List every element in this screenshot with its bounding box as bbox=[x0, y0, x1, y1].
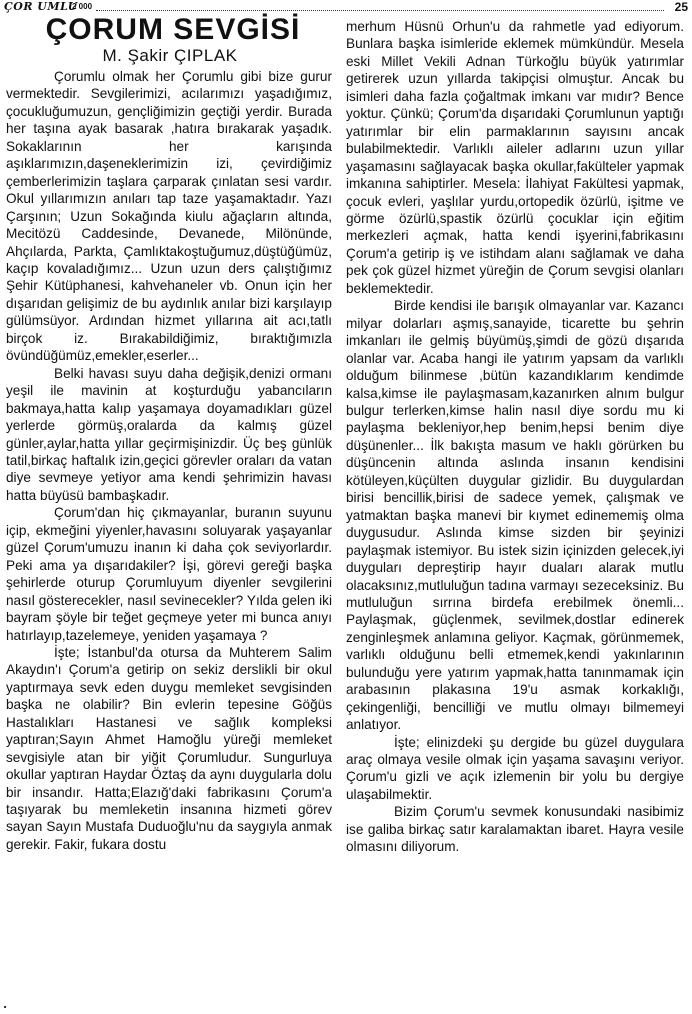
paragraph: merhum Hüsnü Orhun'u da rahmetle yad ediyorum. Bunlara başka isimleride eklemek mümkündür. Mesela eski Millet Vekili Adnan Türkoğlu büyük yatırımlar getirerek uzun yıllarda takipçisi olmuştur. Ancak bu isimleri daha fazla çoğaltmak imkanı var mıdır? Bence yoktur. Çünkü; Çorum'da dışarıdaki Çorumlunun yaptığı yatırımlar bir elin parmaklarının sayısını ancak bulabilmektedir. Varlıklı aileler adlarını uzun yıllar yaşamasını sağlayacak başka okullar,fakülteler yapmak imkanına sahiptirler. Mesela: İlahiyat Fakültesi yapmak, çocuk evleri, yaşlılar yurdu,ortopedik özürlü, işitme ve görme özürlü,spastik özürlü çocuklar için eğitim merkezleri açmak, hatta kendi işyerini,fabrikasını Çorum'a getirip iş ve istihdam alanı sağlamak ve daha pek çok güzel hizmet yüreğin de Çorum sevgisi olanları beklemektedir. bbox=[346, 19, 684, 296]
paragraph: Çorumlu olmak her Çorumlu gibi bize gurur vermektedir. Sevgilerimizi, acılarımızı yaşadığımız, çocukluğumuzun, gençliğimizin geçtiği yerdir. Burada her taşına ayak basarak ,hatıra bırakarak yaşadık. Sokaklarının her karışında aşıklarımızın,daşeneklerimizin izi, çevirdiğimiz çemberlerimizin taşlara çarparak çınlatan sesi vardır. Okul yıllarımızın anıları tap taze yaşamaktadır. Yazı Çarşının; Uzun Sokağında kiulu ağaçların altında, Mecitözü Caddesinde, Devanede, Milönünde, Ahçılarda, Parkta, Çamlıktakoştuğumuz,düştüğümüz, kaçıp kovaladığımız... Uzun uzun ders çalıştığımız Şehir Kütüphanesi, kahvehaneler vb. Onun için her dışarıdan gelişimiz de bu aydınlık anılar bizi karşılayıp gülümsüyor. Ardından hizmet yıllarına ait acı,tatlı birçok iz. Bırakabildiğimiz, bıraktığımızla övündüğümüz,emekler,eserler... bbox=[6, 69, 332, 364]
page-number: 25 bbox=[674, 0, 688, 14]
paragraph: İşte; elinizdeki şu dergide bu güzel duygulara araç olmaya vesile olmak için yaşama savaşını veriyor. Çorum'u gizli ve açık izlemenin bir yolu bu dergiye ulaşabilmektir. bbox=[346, 734, 684, 802]
article-column-left bbox=[6, 68, 332, 853]
paragraph: Belki havası suyu daha değişik,denizi ormanı yeşil ile mavinin at koşturduğu yabancıların bakmaya,hatta kalıp yaşamaya doyamadıkları güzel yerlerde görmüş,oralarda da kalmış güzel günler,aylar,hatta yıllar geçirmişinizdir. Üç beş günlük tatil,birkaç haftalık izin,geçici görevler oraları da vatan diye sevmeye yetiyor ama kendi şehrimizin havası hatta büyüsü bambaşkadır. bbox=[6, 365, 332, 503]
paragraph: Birde kendisi ile barışık olmayanlar var. Kazancı milyar dolarları aşmış,sanayide, ticarette bu şehrin imkanları ile gelmiş büyümüş,şimdi de gözü dışarıda olanlar var. Acaba hangi ile yatırım yapsam da varlıklı olduğum bilinmese ,bütün kazandıklarım kendimde kalsa,kimse ile paylaşmasam,kazanırken alnım bulgur bulgur terlerken,kimse halin nasıl diye sordu mu ki paylaşma bekleniyor,hep benim,hepsi benim diye düşünenler... İlk bakışta masum ve haklı görürken bu düşüncenin altında aslında insanın kendisini kötüleyen,küçülten duygular gizlidir. Bu duygulardan birisi bencillik,birisi de sadece yemek, çalışmak ve yatmaktan başka manevi bir kıymet edinememiş olma duygusudur. Aslında kimse sizden bir şeyinizi paylaşmak istemiyor. Bu istek sizin içinizden gelecek,iyi duyguları depreştirip hayır duaları alarak mutlu olacaksınız,mutluluğun tadına varmayı sezeceksiniz. Bu mutluluğun sırrına birdefa erebilmek önemli... Paylaşmak, güçlenmek, sevilmek,dostlar edinerek zenginleşmek anlamına geliyor. Kaçmak, görünmemek, varlıklı olduğunu belli etmemek,kendi yakınlarının bulunduğu yere yatırım yapmak,hatta tanınmamak için arabasının plakasına 19'u asmak korkaklığı, çekingenliği, bencilliği ve mutlu olmayı bilmemeyi anlatıyor. bbox=[346, 298, 684, 733]
magazine-name: ÇOR UMLU bbox=[4, 0, 78, 13]
header-dotted-rule bbox=[96, 10, 664, 11]
article-column-right bbox=[346, 18, 684, 856]
page-mark bbox=[4, 1006, 6, 1008]
article-author: M. Şakir ÇIPLAK bbox=[102, 46, 238, 65]
paragraph: Çorum'dan hiç çıkmayanlar, buranın suyunu içip, ekmeğini yiyenler,havasını soluyarak yaşayanlar güzel Çorum'umuzu inanın ki daha çok seviyorlardır. Peki ama ya dışarıdakiler? İşi, görevi gereği başka şehirlerde oturup Çorumluyum diyenler sevgilerini nasıl gösterecekler, nasıl sevinecekler? Yılda gelen iki bayram şöyle bir teğet geçmeye yeter mi bunca anıyı hatırlayıp,tazelemeye, yeniden yaşamaya ? bbox=[6, 505, 332, 643]
issue-year: 2 000 bbox=[72, 2, 93, 11]
paragraph: İşte; İstanbul'da otursa da Muhterem Salim Akaydın'ı Çorum'a getirip on sekiz derslikli bir okul yaptırmaya sevk eden duygu memleket sevgisinden başka ne olabilir? Bin evlerin tepesine Göğüs Hastalıkları Hastanesi ve sağlık kompleksi yaptıran;Sayın Ahmet Hamoğlu yüreği memleket sevgisiyle atan bir yiğit Çorumludur. Sungurluya okullar yaptıran Haydar Öztaş da aynı duygularla dolu bir insandır. Hatta;Elazığ'daki fabrikasını Çorum'a taşıyarak bu memleketin insanına hizmeti görev sayan Sayın Mustafa Duduoğlu'nu da saygıyla anmak gerekir. Fakir, fukara dostu bbox=[6, 644, 332, 852]
article-title: ÇORUM SEVGİSİ bbox=[45, 13, 301, 46]
paragraph: Bizim Çorum'u sevmek konusundaki nasibimiz ise galiba birkaç satır karalamaktan ibaret. Hayra vesile olmasını diliyorum. bbox=[346, 804, 684, 855]
